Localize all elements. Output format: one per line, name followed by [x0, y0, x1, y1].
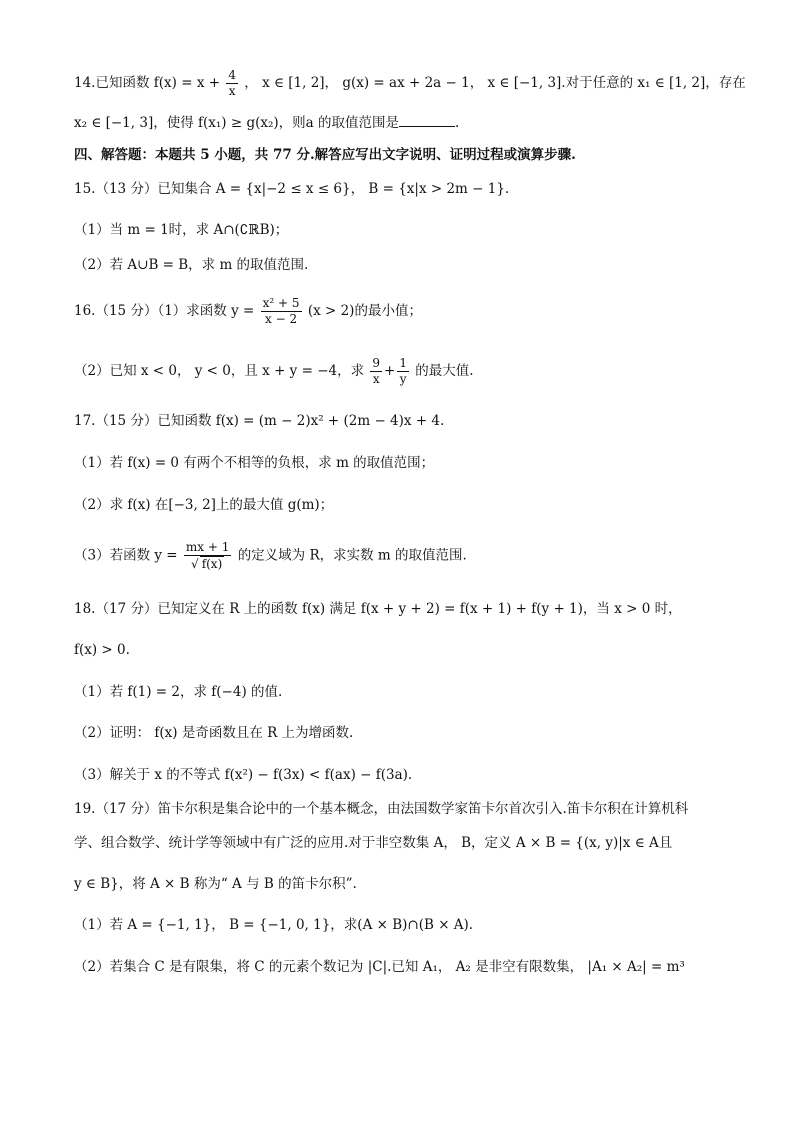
q19-part-1: （1）若 A = {−1, 1}， B = {−1, 0, 1}，求(A × B)∩(B × A). — [74, 917, 474, 933]
q15-stem: 15.（13 分）已知集合 A = {x|−2 ≤ x ≤ 6}， B = {x|x > 2m − 1}. — [74, 181, 510, 197]
q14-fraction — [226, 68, 238, 99]
q14-line-1 — [74, 68, 746, 99]
q14-frac-num: 4 — [228, 68, 236, 82]
q15-part-1: （1）当 m = 1时，求 A∩(∁ℝB)； — [74, 222, 289, 238]
q16-p2-num-1: 9 — [372, 356, 381, 370]
q16-p1-text-cont: (x > 2)的最小值； — [307, 303, 422, 319]
section-heading: 四、解答题：本题共 5 小题，共 77 分.解答应写出文字说明、证明过程或演算步骤. — [74, 147, 576, 163]
q16-p1-fraction — [261, 296, 302, 327]
q14-question: x₂ ∈ [−1, 3]，使得 f(x₁) ≥ g(x₂)，则a 的取值范围是 — [74, 115, 399, 131]
q17-part-1: （1）若 f(x) = 0 有两个不相等的负根，求 m 的取值范围； — [74, 455, 435, 471]
q17-part-3 — [74, 540, 698, 572]
q16-p2-fraction-2 — [397, 356, 409, 387]
q14-line-2 — [74, 112, 698, 134]
q16-p2-text: （2）已知 x < 0， y < 0，且 x + y = −4，求 — [74, 363, 365, 379]
q18-stem-1: 18.（17 分）已知定义在 R 上的函数 f(x) 满足 f(x + y + 2) = f(x + 1) + f(y + 1)，当 x > 0 时， — [74, 601, 682, 617]
q17-p3-text-cont: 的定义域为 R，求实数 m 的取值范围. — [237, 547, 467, 564]
q16-p1-den: x − 2 — [265, 312, 298, 326]
q17-part-2: （2）求 f(x) 在[−3, 2]上的最大值 g(m)； — [74, 497, 334, 513]
q16-p1-text: 16.（15 分）（1）求函数 y = — [74, 303, 255, 319]
q18-part-2: （2）证明： f(x) 是奇函数且在 R 上为增函数. — [74, 725, 354, 741]
q16-p2-plus: + — [384, 363, 396, 379]
q16-p2-den-1: x — [372, 372, 380, 386]
q16-p1-num: x² + 5 — [262, 296, 300, 310]
q14-period: . — [455, 115, 460, 131]
q19-part-2: （2）若集合 C 是有限集，将 C 的元素个数记为 |C|.已知 A₁， A₂ 是非空有限数集， |A₁ × A₂| = m³ — [74, 959, 685, 975]
q17-stem: 17.（15 分）已知函数 f(x) = (m − 2)x² + (2m − 4)x + 4. — [74, 413, 445, 429]
q16-p2-den-2: y — [399, 372, 407, 386]
q17-p3-den: √ f(x) — [191, 557, 223, 571]
q15-part-2: （2）若 A∪B = B，求 m 的取值范围. — [74, 257, 309, 273]
q14-text-cont: ， x ∈ [1, 2]， g(x) = ax + 2a − 1， x ∈ [−1, 3].对于任意的 x₁ ∈ [1, 2]，存在 — [244, 75, 746, 91]
q16-p2-fraction-1 — [370, 356, 382, 387]
q19-line-1: 19.（17 分）笛卡尔积是集合论中的一个基本概念，由法国数学家笛卡尔首次引入.笛卡尔积在计算机科 — [74, 801, 689, 817]
q18-part-1: （1）若 f(1) = 2，求 f(−4) 的值. — [74, 684, 283, 700]
answer-blank — [399, 112, 455, 127]
sqrt-radicand: f(x) — [201, 557, 223, 571]
q19-line-2: 学、组合数学、统计学等领域中有广泛的应用.对于非空数集 A， B，定义 A × B = {(x, y)|x ∈ A且 — [74, 835, 673, 851]
q16-part-2 — [74, 356, 698, 387]
q14-text: 14.已知函数 — [74, 75, 150, 91]
q17-p3-num: mx + 1 — [185, 540, 230, 554]
q19-line-3: y ∈ B}，将 A × B 称为“ A 与 B 的笛卡尔积”. — [74, 876, 357, 892]
q17-p3-fraction — [184, 540, 231, 572]
q18-part-3: （3）解关于 x 的不等式 f(x²) − f(3x) < f(ax) − f(3a). — [74, 767, 413, 783]
q16-p2-num-2: 1 — [399, 356, 407, 370]
q14-function: f(x) = x + — [153, 75, 221, 91]
q17-p3-text: （3）若函数 y = — [74, 547, 178, 564]
q16-p2-text-cont: 的最大值. — [415, 363, 474, 379]
q14-frac-den: x — [228, 84, 236, 98]
q18-stem-2: f(x) > 0. — [74, 642, 130, 658]
q16-part-1 — [74, 296, 698, 327]
